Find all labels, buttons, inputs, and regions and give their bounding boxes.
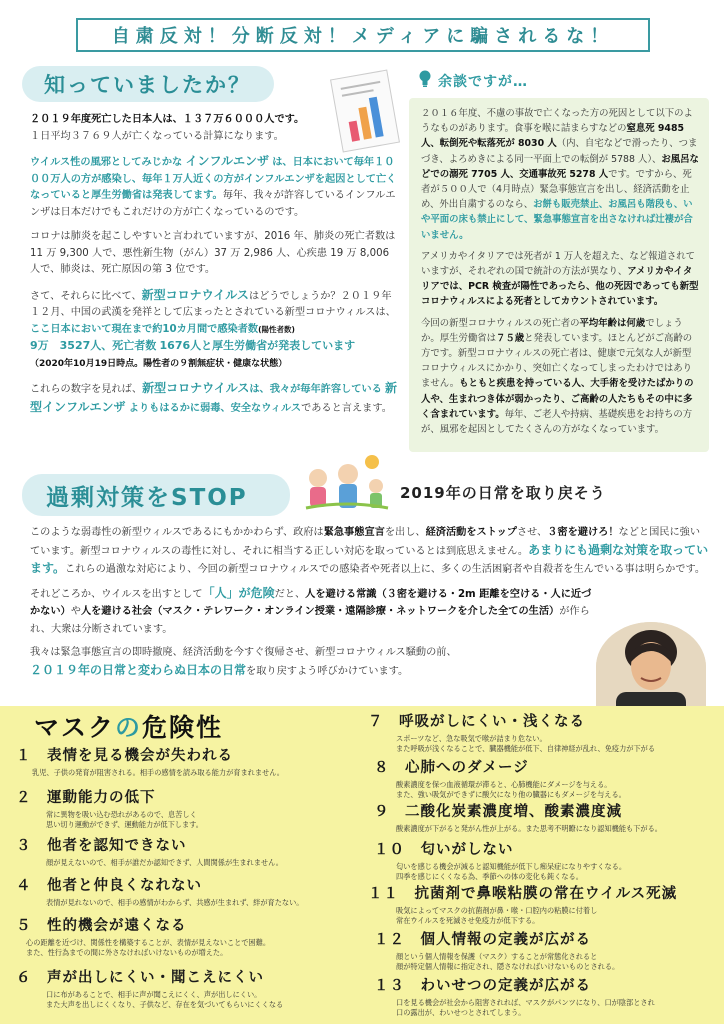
speaker-photo — [596, 622, 706, 712]
lightbulb-icon — [418, 70, 432, 92]
section2-title: 過剰対策をSTOP — [46, 484, 248, 511]
paragraph-corona: さて、それらに比べて、新型コロナウイルスはどうでしょうか？２０１９年１２月、中国の武漢を発祥として広まったとされている新型コロナウィルスは、ここ日本において現在まで約10カ月間で感染者数(陽性者数) 9万 3527人、死亡者数 1676人と厚生労働省が発表しています （2020年10月19日時点。陽性者の９割無症状・健康な状態） — [30, 287, 396, 369]
paragraph-influenza: ウイルス性の風邪としてみじかな インフルエンザ は、日本において毎年１０００万人の方が感染し、毎年１万人近くの方がインフルエンザを起因として亡くなっていると厚生労働省は発表してます。毎年、我々が許容しているインフルエンザは日本だけでもこれだけの方が亡くなっているのです。 — [30, 154, 397, 218]
list-item: ７ 呼吸がしにくい・浅くなる スポーツなど、急な吸気で喉が詰まり危ない。 また呼吸が浅くなることで、臓器機能が低下、自律神経が乱れ、免疫力が下がる — [368, 714, 656, 753]
sidebar-box — [409, 98, 709, 452]
list-item: １ 表情を見る機会が失われる 乳児、子供の発育が阻害される。相手の感情を読み取る能力が育まれません。 — [16, 748, 284, 777]
list-item: ８ 心肺へのダメージ 酸素濃度を保つ血液循環が滞ると、心肺機能にダメージを与える。 また、強い吸気ができずに酸欠になり他の臓器にもダメージを与える。 — [374, 760, 626, 799]
paragraph-division: それどころか、ウイルスを出すとして「人」が危険だと、人を避ける常識（３密を避ける・2m 距離を空ける・人に近づかない）や人を避ける社会（マスク・テレワーク・オンライン授業・遠隔診療・ネットワークを介した全ての生活）が作られ、大衆は分断されています。 — [30, 585, 592, 635]
mask-left-list — [16, 744, 356, 1014]
section1-title-pill — [22, 66, 274, 102]
top-banner: 自粛反対！分断反対！メディアに騙されるな！ — [76, 18, 650, 52]
mask-dangers-section — [0, 706, 724, 1024]
list-item: ６ 声が出しにくい・聞こえにくい 口に布があることで、相手に声が聞こえにくく、声が出しにくい。 また大声を出しにくくなり、子供など、存在を気づいてもらいにくくなる — [16, 970, 284, 1009]
section2-title-pill — [22, 474, 290, 516]
sidebar-usa-italy: アメリカやイタリアでは死者が 1 万人を超えた、など報道されていますが、それぞれの国で統計の方法が異なり、アメリカやイタリアでは、PCR 検査が陽性であったら、他の死因であっても新型コロナウィルスによる死者としてカウントされています。 — [421, 250, 699, 308]
paragraph-overreaction: このような弱毒性の新型ウィルスであるにもかかわらず、政府は緊急事態宣言を出し、経済活動をストップさせ、３密を避けろ！などと国民に強いています。新型コロナウィルスの毒性に対し、それに相当する正しい対応を取っているとは到底思えません。あまりにも過剰な対策を取っています。これらの過激な対応により、今回の新型コロナウィルスでの感染者や死者以上に、多くの生活困窮者や自殺者を生んでいる事は明らかです。 — [30, 527, 709, 575]
paragraph-conclusion: これらの数字を見れば、新型コロナウイルスは、我々が毎年許容している 新型インフルエンザ よりもはるかに弱毒、安全なウィルスであると言えます。 — [30, 381, 398, 414]
section1-body — [30, 112, 398, 417]
list-item: １０ 匂いがしない 匂いを感じる機会が減ると認知機能が低下し痴呆症になりやすくなる。 四季を感じにくくなる為、季節への体の変化も鈍くなる。 — [374, 842, 627, 881]
list-item: ５ 性的機会が遠くなる 心の距離を近づけ、関係性を構築することが、表情が見えないことで困難。 また、性行為までの間に外さなければいけないものが増えた。 — [16, 918, 271, 957]
sidebar-title: 余談ですが… — [438, 74, 528, 90]
list-item: １１ 抗菌剤で鼻喉粘膜の常在ウイルス死滅 吸気によってマスクの抗菌剤が鼻・喉・口腔内の粘膜に付着し 常在ウイルスを死滅させ免疫力が低下する。 — [368, 886, 678, 925]
section1-title: 知っていましたか？ — [44, 73, 251, 97]
paragraph-pneumonia: コロナは肺炎を起こしやすいと言われていますが、2016 年、肺炎の死亡者数は 11 万 9,300 人で、悪性新生物（がん）37 万 2,986 人、心疾患 19 万 8,006 人で、肺炎は、死亡原因の第 3 位です。 — [30, 231, 396, 275]
sidebar-heading — [418, 70, 528, 92]
family-illustration — [296, 452, 396, 518]
list-item: ９ 二酸化炭素濃度増、酸素濃度減 酸素濃度が下がると発がん性が上がる。また思考不明瞭になり認知機能も下がる。 — [374, 804, 662, 833]
list-item: １３ わいせつの定義が広がる 口を見る機会が社会から阻害されれば、マスクがパンツになり、口が陰部とされ 口の露出が、わいせつとされてしまう。 — [374, 978, 655, 1017]
paragraph-call-to-action: 我々は緊急事態宣言の即時撤廃、経済活動を今すぐ復帰させ、新型コロナウィルス騒動の前、 ２０１９年の日常と変わらぬ日本の日常を取り戻すよう呼びかけています。 — [30, 647, 457, 677]
sidebar-accidents: ２０１６年度、不慮の事故で亡くなった方の死因として以下のようなものがあります。食事を喉に詰まらすなどの窒息死 9485 人、転倒死や転落死が 8030 人（内、自宅などで滑ったり、つまづき、よろめきによる同一平面上での転倒が 5788 人）、お風呂などでの溺死 7705 人、交通事故死 5278 人です。ですから、死者が５００人で（4月時点）緊急事態宣言を出し、経済活動を止め、外出自粛するのなら、お餅も販売禁止、お風呂も階段も、いや平面の床も禁止にして、緊急事態宣言を出さなければ辻褄が合いません。 — [421, 108, 699, 241]
list-item: １２ 個人情報の定義が広がる 顔という個人情報を保護（マスク）することが常態化されると 顔が特定個人情報に指定され、隠さなければいけないものとされる。 — [374, 932, 620, 971]
sidebar-average-age: 今回の新型コロナウィルスの死亡者の平均年齢は何歳でしょうか。厚生労働省は７５歳と発表しています。ほとんどがご高齢の方です。新型コロナウィルスの死亡者は、健康で元気な人が新型コロナウィルスにかかり、突如亡くなってしまったわけではありません。もともと疾患を持っている人、大手術を受けたばかりの人や、生まれつき体が弱かったり、ご高齢の人たちもその中に多く含まれています。毎年、ご老人や持病、基礎疾患をお持ちの方が、風邪を起因としてたくさんの方がなくなっています。 — [421, 317, 694, 436]
list-item: ３ 他者を認知できない 顔が見えないので、相手が誰だか認知できず、人間関係が生まれません。 — [16, 838, 283, 867]
mask-right-list — [368, 710, 714, 1020]
section2-subtitle: 2019年の日常を取り戻そう — [400, 484, 606, 502]
list-item: ２ 運動能力の低下 常に異物を吸い込む恐れがあるので、息苦しく 思い切り運動ができず、運動能力が低下します。 — [16, 790, 203, 829]
mask-section-title: マスクの危険性 — [34, 713, 224, 742]
paragraph-deaths: ２０１９年度死亡した日本人は、１３７万６０００人です。 １日平均３７６９人が亡くなっている計算になります。 — [30, 114, 305, 142]
list-item: ４ 他者と仲良くなれない 表情が見れないので、相手の感情がわからず、共感が生まれず、絆が育たない。 — [16, 878, 304, 907]
